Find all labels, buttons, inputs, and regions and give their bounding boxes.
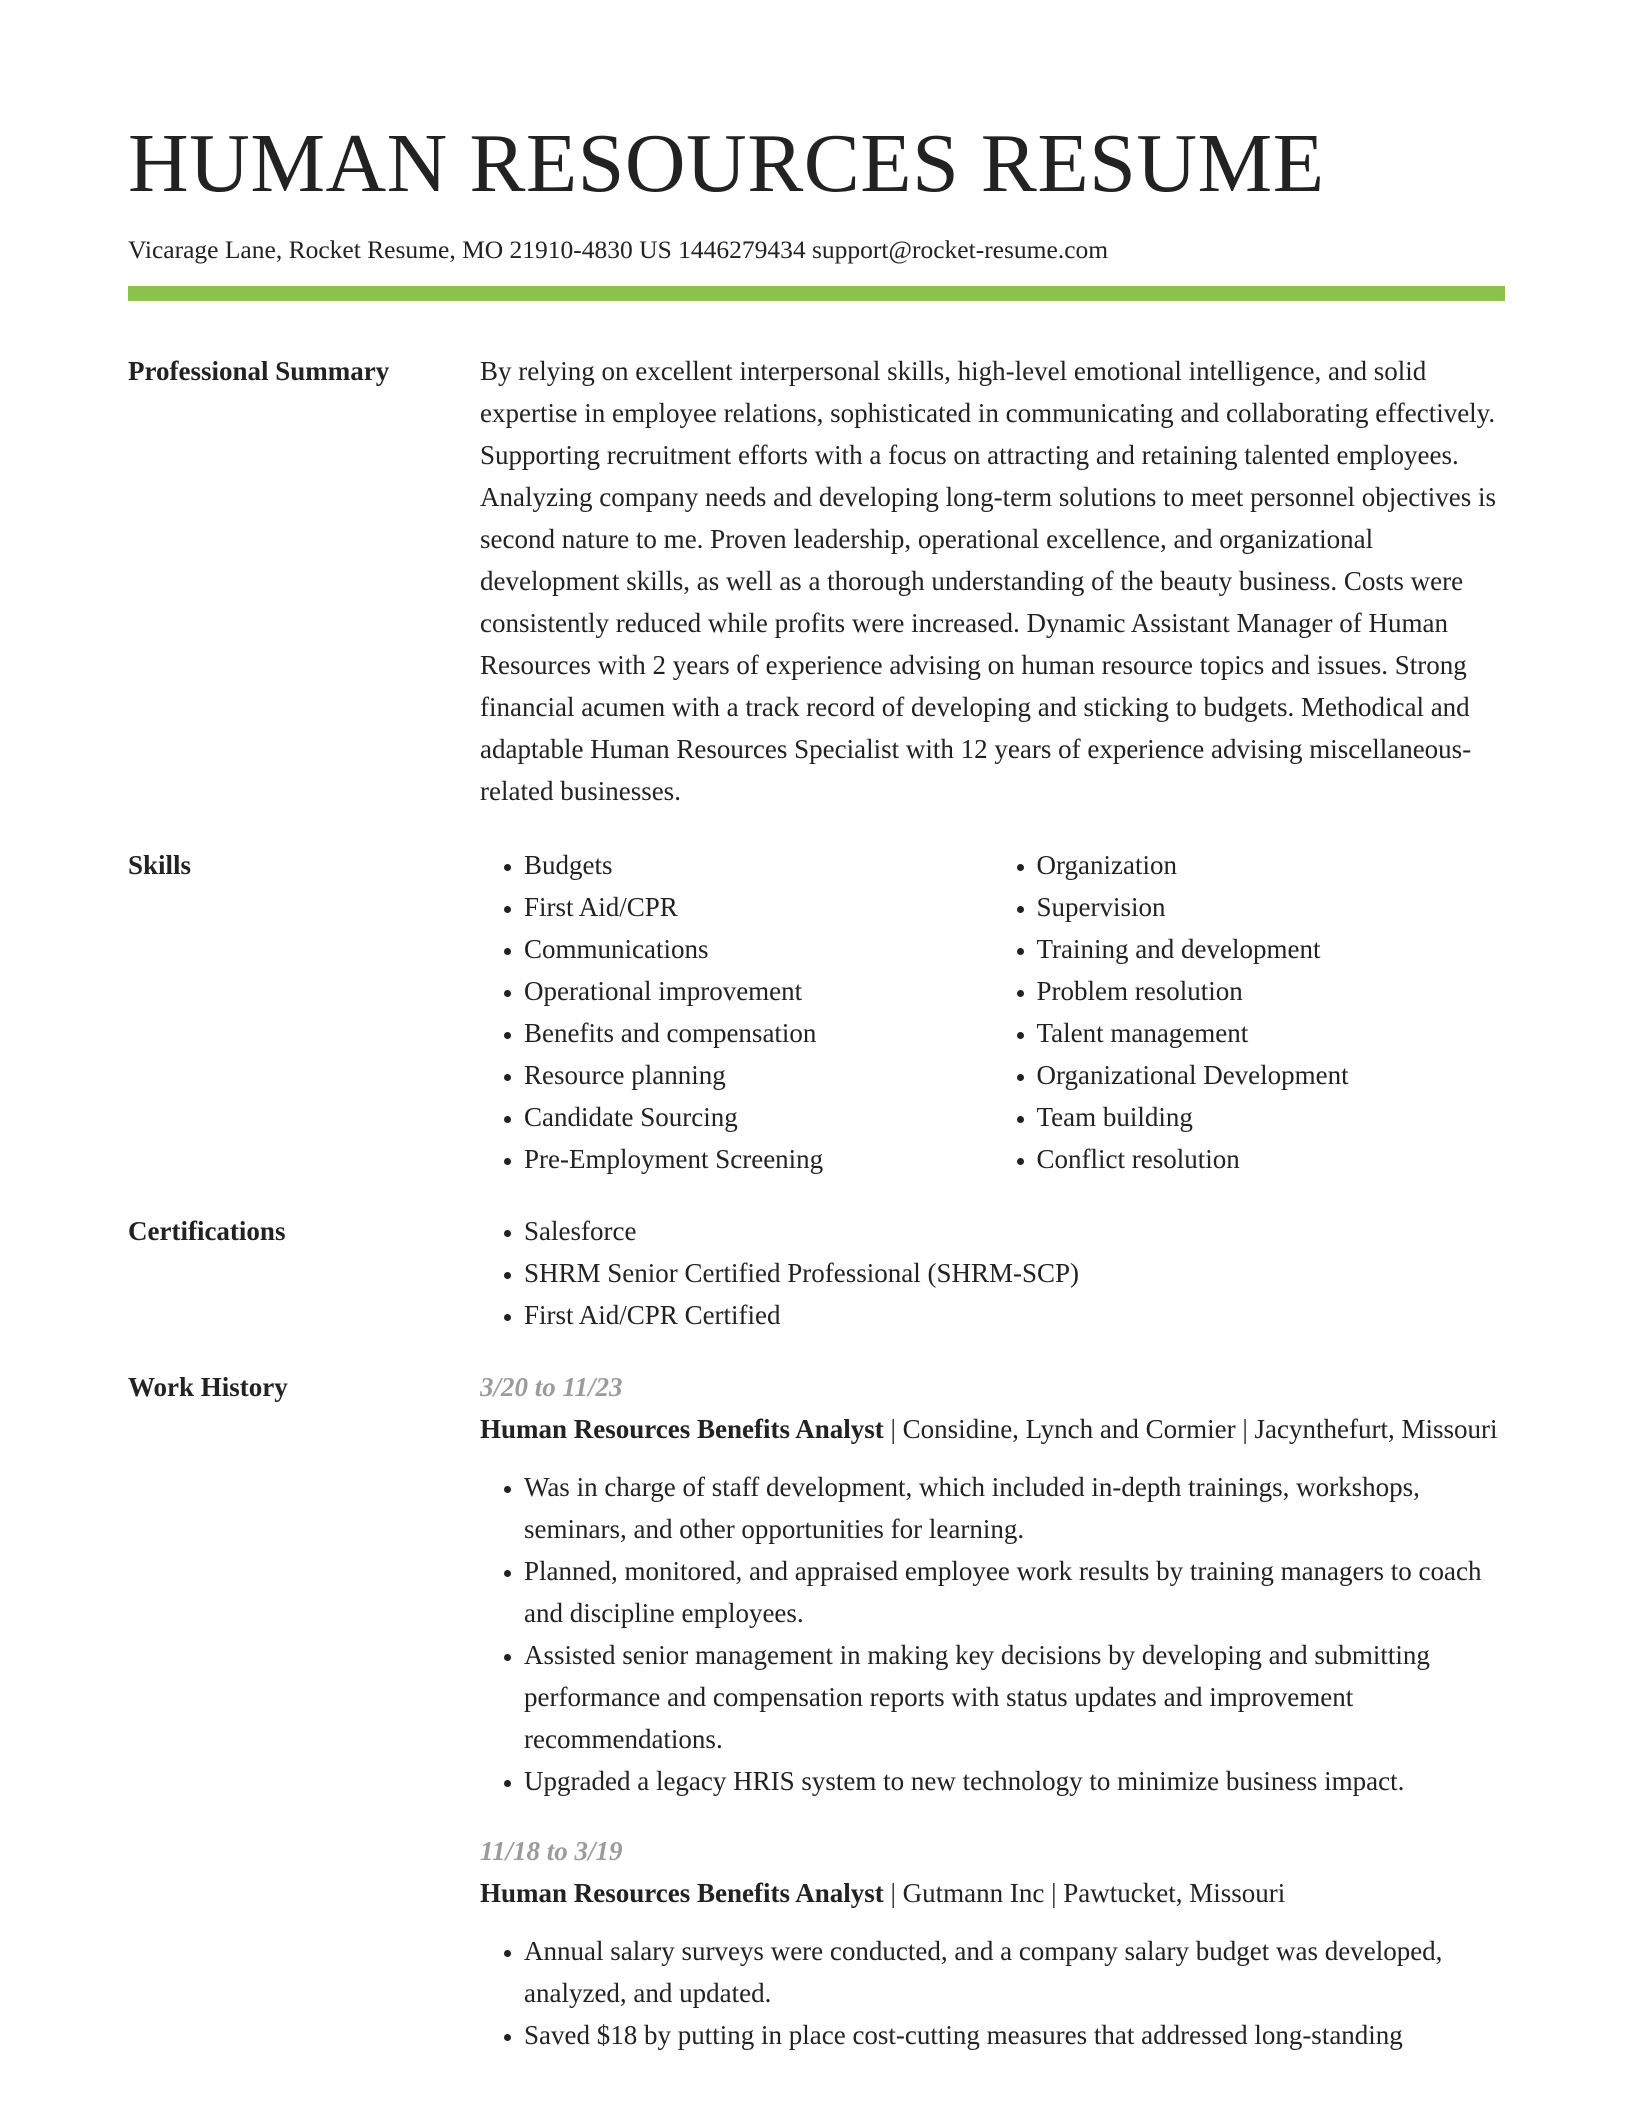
job-bullets: [480, 1930, 1505, 2056]
job-details: | Gutmann Inc | Pawtucket, Missouri: [883, 1878, 1286, 1908]
list-item: • Organizational Development: [1037, 1054, 1506, 1096]
list-item: • SHRM Senior Certified Professional (SHRM-SCP): [524, 1252, 1505, 1294]
summary-section: [128, 350, 1505, 812]
summary-content: [480, 350, 1505, 812]
list-item: • Planned, monitored, and appraised employee work results by training managers to coach and discipline employees.: [524, 1550, 1505, 1634]
list-item: • First Aid/CPR Certified: [524, 1294, 1505, 1336]
certifications-list: [480, 1210, 1505, 1336]
job-dates: 11/18 to 3/19: [480, 1836, 623, 1866]
list-item: • Organization: [1037, 844, 1506, 886]
list-item: • Assisted senior management in making key decisions by developing and submitting performance and compensation reports with status updates and improvement recommendations.: [524, 1634, 1505, 1760]
skills-list-right: [993, 844, 1506, 1180]
list-item: • First Aid/CPR: [524, 886, 993, 928]
skills-section: [128, 844, 1505, 1180]
job-heading: [480, 1872, 1505, 1914]
list-item: • Budgets: [524, 844, 993, 886]
list-item: • Resource planning: [524, 1054, 993, 1096]
resume-sections: [128, 350, 1505, 2116]
certifications-section: [128, 1210, 1505, 1336]
list-item: • Talent management: [1037, 1012, 1506, 1054]
resume-title: HUMAN RESOURCES RESUME: [128, 117, 1325, 210]
job-dates: 3/20 to 11/23: [480, 1372, 623, 1402]
job-details: | Considine, Lynch and Cormier | Jacynthefurt, Missouri: [883, 1414, 1498, 1444]
list-item: • Supervision: [1037, 886, 1506, 928]
header-divider: [128, 286, 1505, 301]
work-history-content: [480, 1366, 1505, 2084]
job-entry: [480, 1830, 1505, 2056]
list-item: • Salesforce: [524, 1210, 1505, 1252]
contact-line: Vicarage Lane, Rocket Resume, MO 21910-4830 US 1446279434 support@rocket-resume.com: [128, 235, 1109, 264]
list-item: • Upgraded a legacy HRIS system to new technology to minimize business impact.: [524, 1760, 1505, 1802]
list-item: • Benefits and compensation: [524, 1012, 993, 1054]
job-bullets: [480, 1466, 1505, 1802]
list-item: • Operational improvement: [524, 970, 993, 1012]
list-item: • Candidate Sourcing: [524, 1096, 993, 1138]
job-title: Human Resources Benefits Analyst: [480, 1878, 884, 1908]
job-title: Human Resources Benefits Analyst: [480, 1414, 884, 1444]
skills-grid: [480, 844, 1505, 1180]
section-label: Professional Summary: [128, 356, 390, 386]
summary-text: By relying on excellent interpersonal skills, high-level emotional intelligence, and solid expertise in employee relations, sophisticated in communicating and collaborating effectively. Supporting recruitment efforts with a focus on attracting and retaining talented employees. Analyzing company needs and developing long-term solutions to meet personnel objectives is second nature to me. Proven leadership, operational excellence, and organizational development skills, as well as a thorough understanding of the beauty business. Costs were consistently reduced while profits were increased. Dynamic Assistant Manager of Human Resources with 2 years of experience advising on human resource topics and issues. Strong financial acumen with a track record of developing and sticking to budgets. Methodical and adaptable Human Resources Specialist with 12 years of experience advising miscellaneous-related businesses.: [480, 356, 1497, 806]
section-label: Skills: [128, 850, 192, 880]
list-item: • Conflict resolution: [1037, 1138, 1506, 1180]
section-label: Work History: [128, 1372, 288, 1402]
list-item: • Was in charge of staff development, which included in-depth trainings, workshops, seminars, and other opportunities for learning.: [524, 1466, 1505, 1550]
section-label: Certifications: [128, 1216, 286, 1246]
certifications-content: [480, 1210, 1505, 1336]
list-item: • Annual salary surveys were conducted, and a company salary budget was developed, analyzed, and updated.: [524, 1930, 1505, 2014]
job-heading: [480, 1408, 1505, 1450]
list-item: • Saved $18 by putting in place cost-cutting measures that addressed long-standing: [524, 2014, 1505, 2056]
list-item: • Communications: [524, 928, 993, 970]
skills-list-left: [480, 844, 993, 1180]
job-entry: [480, 1366, 1505, 1802]
list-item: • Problem resolution: [1037, 970, 1506, 1012]
list-item: • Pre-Employment Screening: [524, 1138, 993, 1180]
list-item: • Training and development: [1037, 928, 1506, 970]
list-item: • Team building: [1037, 1096, 1506, 1138]
work-history-section: [128, 1366, 1505, 2084]
